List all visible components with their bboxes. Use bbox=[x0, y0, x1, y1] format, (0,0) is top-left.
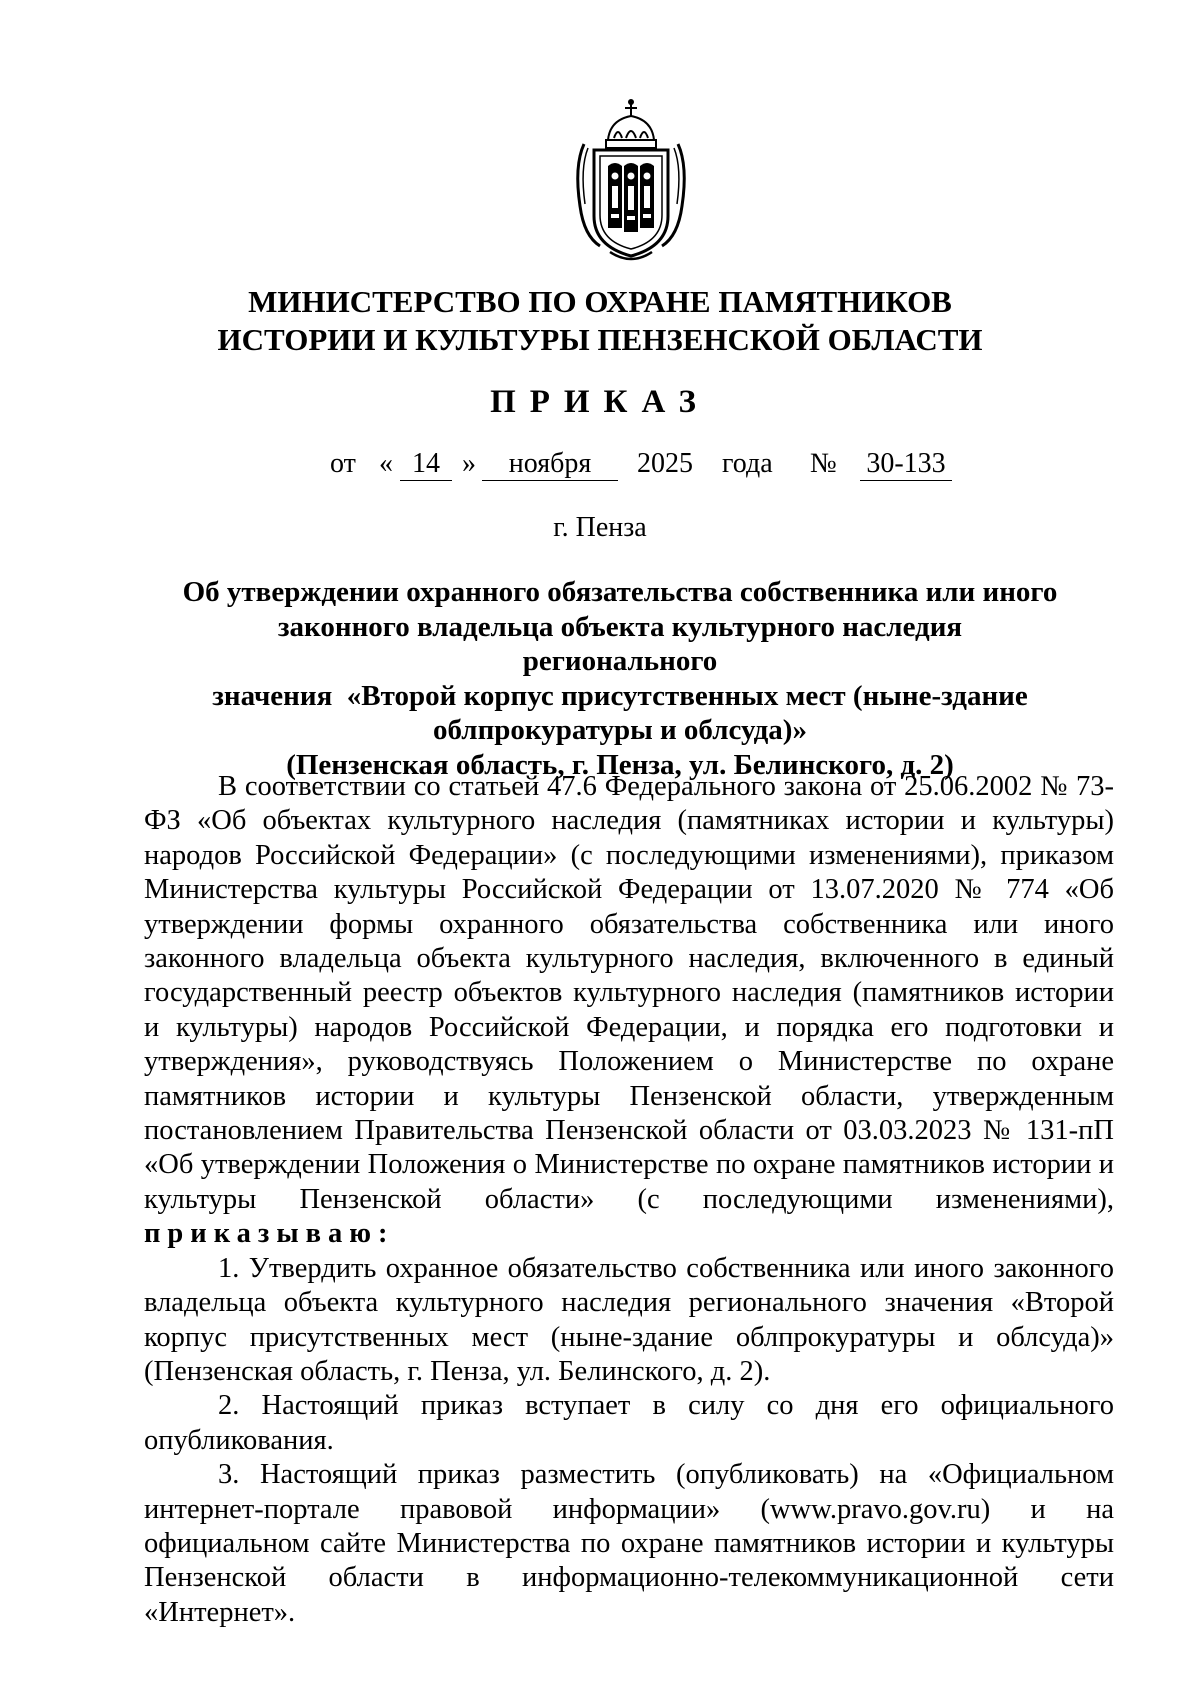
order-item-2: 2. Настоящий приказ вступает в силу со дня его официального опубликования. bbox=[144, 1390, 1114, 1456]
ministry-name bbox=[0, 283, 1200, 359]
number-sign: № bbox=[810, 448, 837, 479]
city-name: г. Пенза bbox=[553, 512, 647, 543]
date-quote-open: « bbox=[379, 448, 393, 479]
order-body bbox=[144, 770, 1114, 1630]
date-month: ноября bbox=[482, 447, 618, 481]
preamble-paragraph: В соответствии со статьей 47.6 Федерального закона от 25.06.2002 № 73-ФЗ «Об объектах культурного наследия (памятниках истории и культуры) народов Российской Федерации» (с последующими изменениями), приказом Министерства культуры Российской Федерации от 13.07.2020 № 774 «Об утверждении формы охранного обязательства собственника или иного законного владельца объекта культурного наследия, включенного в единый государственный реестр объектов культурного наследия (памятников истории и культуры) народов Российской Федерации, и порядка его подготовки и утверждения», руководствуясь Положением о Министерстве по охране памятников истории и культуры Пензенской области, утвержденным постановлением Правительства Пензенской области от 03.03.2023 № 131-пП «Об утверждении Положения о Министерстве по охране памятников истории и культуры Пензенской области» (с последующими изменениями), bbox=[144, 771, 1114, 1215]
ministry-name-line1: МИНИСТЕРСТВО ПО ОХРАНЕ ПАМЯТНИКОВ bbox=[248, 284, 952, 319]
order-item-3: 3. Настоящий приказ разместить (опубликовать) на «Официальном интернет-портале правовой информации» (www.pravo.gov.ru) и на официальном сайте Министерства по охране памятников истории и культуры Пензенской области в информационно-телекоммуникационной сети «Интернет». bbox=[144, 1459, 1114, 1628]
order-item-1: 1. Утвердить охранное обязательство собственника или иного законного владельца объекта культурного наследия регионального значения «Второй корпус присутственных мест (ныне-здание облпрокуратуры и облсуда)» (Пензенская область, г. Пенза, ул. Белинского, д. 2). bbox=[144, 1252, 1114, 1387]
ministry-name-line2: ИСТОРИИ И КУЛЬТУРЫ ПЕНЗЕНСКОЙ ОБЛАСТИ bbox=[217, 322, 983, 357]
order-number: 30-133 bbox=[860, 447, 952, 481]
date-from-word: от bbox=[330, 448, 356, 479]
order-title-line: облпрокуратуры и облсуда)» bbox=[433, 714, 807, 746]
date-quote-close: » bbox=[462, 448, 476, 479]
coat-of-arms-icon bbox=[570, 96, 692, 266]
date-year: 2025 bbox=[637, 448, 693, 479]
date-year-word: года bbox=[722, 448, 773, 479]
date-day: 14 bbox=[400, 447, 452, 481]
document-type-heading: ПРИКАЗ bbox=[490, 384, 710, 420]
order-word: приказываю: bbox=[144, 1218, 395, 1250]
order-title-line: Об утверждении охранного обязательства собственника или иного bbox=[182, 576, 1058, 608]
order-title bbox=[180, 575, 1060, 782]
order-title-line: значения «Второй корпус присутственных мест (ныне-здание bbox=[212, 679, 1028, 712]
order-title-line: (Пензенская область, г. Пенза, ул. Белинского, д. 2) bbox=[286, 748, 954, 781]
order-title-line: законного владельца объекта культурного наследия регионального bbox=[277, 610, 963, 677]
